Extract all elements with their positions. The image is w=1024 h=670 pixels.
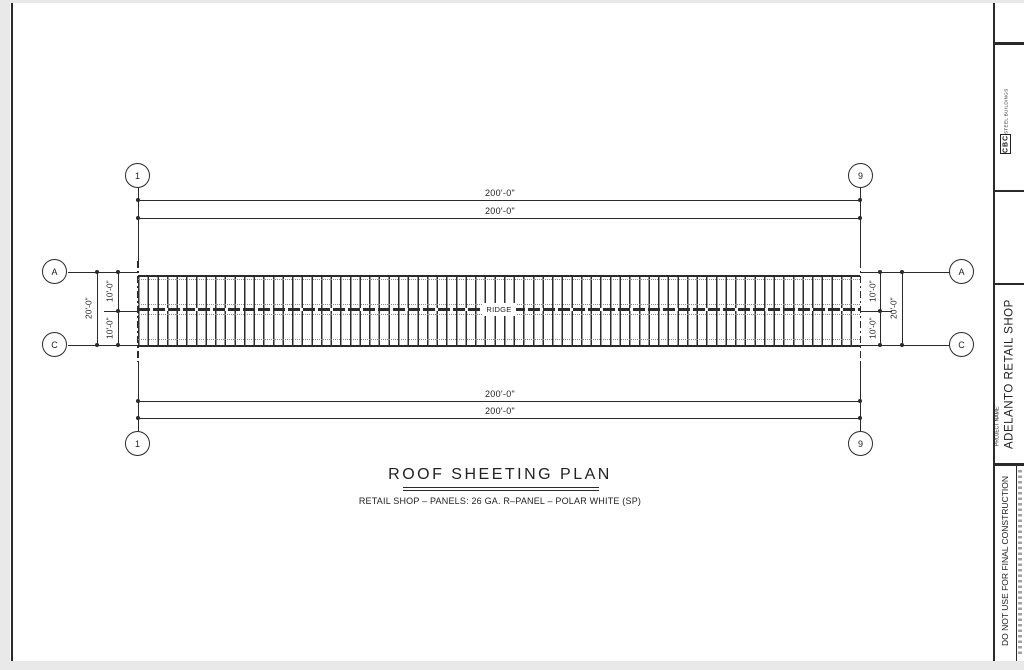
drawing-title: ROOF SHEETING PLAN [388, 466, 612, 483]
grid-bubble-a-left [42, 259, 67, 284]
dim-tick [900, 343, 904, 347]
grid-line-9 [860, 362, 861, 431]
dim-tick [858, 399, 862, 403]
dimension-line-bottom-inner [138, 401, 860, 402]
dim-label-right-upper: 10'-0" [867, 280, 878, 303]
titleblock-inner-divider [1016, 465, 1017, 661]
grid-bubble-c-left [42, 332, 67, 357]
fastener-row [138, 339, 860, 340]
grid-bubble-label: 1 [134, 438, 140, 449]
fastener-row [138, 279, 860, 280]
grid-bubble-label: C [51, 339, 58, 350]
grid-bubble-1-top [125, 163, 150, 188]
dim-tick [136, 198, 140, 202]
dim-label-right-lower: 10'-0" [867, 317, 878, 340]
titleblock-border [993, 3, 995, 661]
dim-label-bottom-inner: 200'-0" [484, 389, 516, 399]
grid-bubble-1-bottom [125, 431, 150, 456]
cbc-logo-mark: CBC [1002, 134, 1010, 153]
dim-label-left-upper: 10'-0" [104, 280, 115, 303]
grid-bubble-label: C [958, 339, 965, 350]
dimension-line-left-total [97, 272, 98, 346]
grid-bubble-a-right [949, 259, 974, 284]
dim-label-left-total: 20'-0" [83, 297, 94, 319]
page-margin-bottom [0, 661, 1024, 670]
ridge-label: RIDGE [482, 303, 516, 316]
dim-label-right-total: 20'-0" [888, 297, 899, 319]
construction-stamp: DO NOT USE FOR FINAL CONSTRUCTION [1000, 476, 1010, 647]
cbc-logo-text: STEEL BUILDINGS [1003, 88, 1009, 134]
grid-bubble-label: 9 [857, 170, 863, 181]
titleblock-divider [993, 42, 1024, 45]
dim-tick [136, 416, 140, 420]
grid-bubble-label: 9 [857, 438, 863, 449]
dimension-line-right-total [902, 272, 903, 346]
dim-tick [95, 343, 99, 347]
dimension-line-bottom-outer [138, 418, 860, 419]
dim-tick [95, 270, 99, 274]
dim-tick [116, 343, 120, 347]
dim-tick [136, 216, 140, 220]
project-name-label: PROJECT NAME: [994, 405, 1001, 446]
drawing-subtitle: RETAIL SHOP – PANELS: 26 GA. R–PANEL – POLAR WHITE (SP) [358, 496, 642, 506]
dim-tick [858, 216, 862, 220]
grid-bubble-label: 1 [134, 170, 140, 181]
dimension-line-top-outer [138, 200, 860, 201]
titleblock-divider [993, 190, 1024, 192]
titleblock-divider [993, 283, 1024, 285]
title-underline [403, 487, 599, 491]
dim-tick [858, 198, 862, 202]
dim-label-top-outer: 200'-0" [484, 188, 516, 198]
page-margin-top [0, 0, 1024, 3]
project-name-value: ADELANTO RETAIL SHOP [1003, 299, 1016, 449]
grid-bubble-label: A [51, 266, 58, 277]
grid-bubble-label: A [958, 266, 965, 277]
grid-bubble-c-right [949, 332, 974, 357]
grid-line-1 [138, 362, 139, 431]
grid-bubble-9-bottom [848, 431, 873, 456]
grid-bubble-9-top [848, 163, 873, 188]
dim-label-left-lower: 10'-0" [104, 317, 115, 340]
dim-tick [858, 416, 862, 420]
dim-tick [136, 399, 140, 403]
dim-tick [116, 309, 120, 313]
dim-tick [116, 270, 120, 274]
cbc-logo [996, 55, 1016, 185]
sheet-border-left [11, 3, 13, 661]
fine-print-strip [1018, 470, 1022, 656]
roof-sheeting-panel [138, 275, 860, 347]
page-margin-left [0, 0, 10, 670]
dim-tick [900, 270, 904, 274]
dim-label-bottom-outer: 200'-0" [484, 406, 516, 416]
dim-label-top-inner: 200'-0" [484, 206, 516, 216]
dimension-line-top-inner [138, 218, 860, 219]
